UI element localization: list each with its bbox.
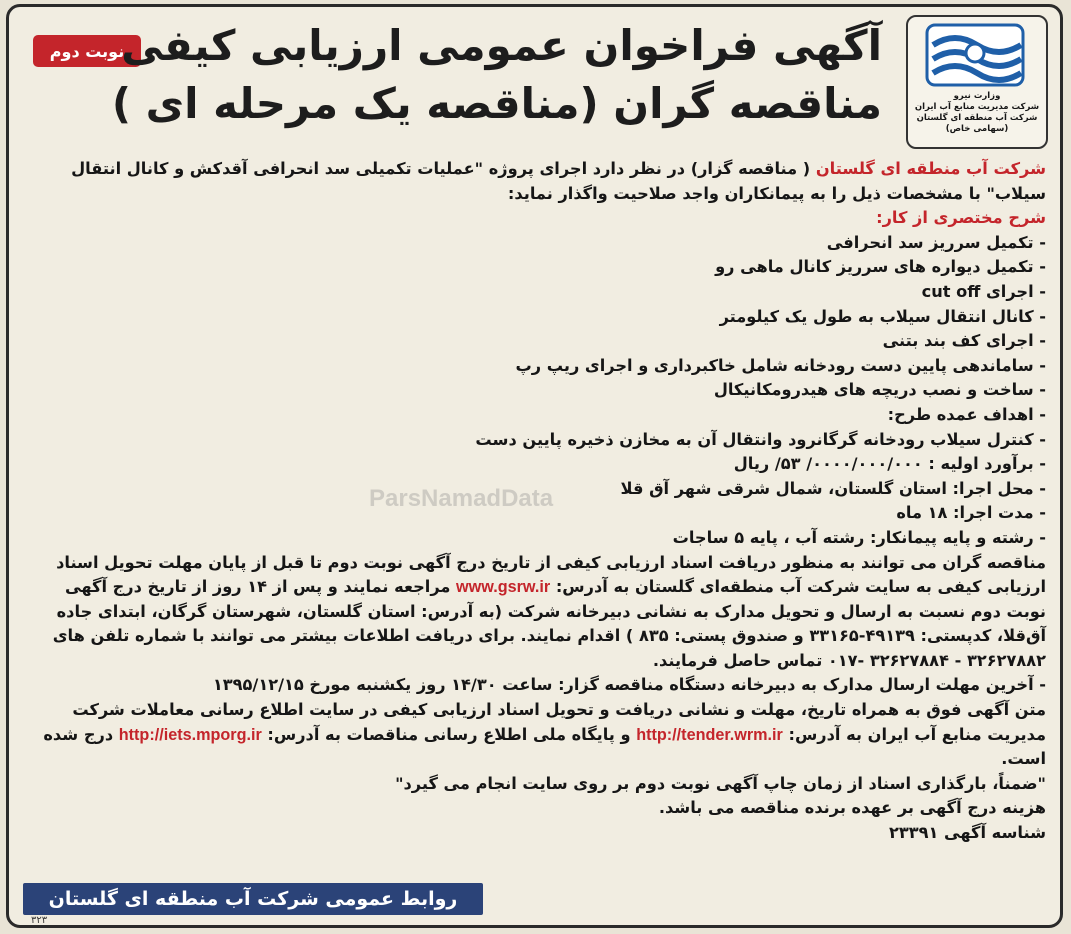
page-number: ۳۲۳ bbox=[31, 915, 48, 926]
documents-paragraph: مناقصه گران می توانند به منظور دریافت اسناد ارزیابی کیفی از تاریخ درج آگهی نوبت دوم تا قبل از پایان مهلت تحویل اسناد ارزیابی کیفی به سایت شرکت آب منطقه‌ای گلستان به آدرس: www.gsrw.ir مراجعه نمایند و پس از ۱۴ روز از تاریخ درج آگهی نوبت دوم نسبت به ارسال و تحویل مدارک به نشانی دبیرخانه شرکت (به آدرس: استان گلستان، شهرستان گرگان، ابتدای جاده آق‌قلا، کدپستی: ۴۹۱۳۹-۳۳۱۶۵ و صندوق پستی: ۸۳۵ ) اقدام نمایند. برای دریافت اطلاعات بیشتر می توانند با شماره تلفن های ۳۲۶۲۷۸۸۲ - ۳۲۶۲۷۸۸۴ -۰۱۷ تماس حاصل فرمایند. bbox=[52, 552, 1046, 670]
tender-link[interactable]: http://tender.wrm.ir bbox=[636, 725, 783, 744]
list-item: - محل اجرا: استان گلستان، شمال شرقی شهر آق قلا bbox=[620, 478, 1046, 498]
list-item: - ساخت و نصب دریچه های هیدرومکانیکال bbox=[713, 380, 1046, 400]
round-badge: نوبت دوم bbox=[33, 35, 141, 67]
company-name: شرکت آب منطقه ای گلستان bbox=[815, 159, 1046, 178]
cost-note: هزینه درج آگهی بر عهده برنده مناقصه می باشد. bbox=[658, 798, 1046, 818]
intro-paragraph: شرکت آب منطقه ای گلستان ( مناقصه گزار) در نظر دارد اجرای پروژه "عملیات تکمیلی سد انحرافی آقدکش و کانال انتقال سیلاب" با مشخصات ذیل را به پیمانکاران واجد صلاحیت واگذار نماید: bbox=[71, 159, 1046, 203]
ad-body bbox=[25, 157, 1046, 846]
ad-id: شناسه آگهی ۲۳۳۹۱ bbox=[888, 823, 1046, 843]
list-item: - تکمیل سرریز سد انحرافی bbox=[826, 232, 1046, 252]
scope-heading: شرح مختصری از کار: bbox=[876, 208, 1046, 228]
iets-link[interactable]: http://iets.mporg.ir bbox=[118, 725, 262, 744]
list-item: - رشته و پایه پیمانکار: رشته آب ، پایه ۵ ساجات bbox=[672, 527, 1046, 547]
title-line-1: آگهی فراخوان عمومی ارزیابی کیفی bbox=[121, 21, 882, 70]
logo-caption: وزارت نیرو شرکت مدیریت منابع آب ایران شرکت آب منطقه ای گلستان (سهامی خاص) bbox=[914, 91, 1040, 134]
gsrw-link[interactable]: www.gsrw.ir bbox=[456, 578, 551, 597]
list-item: - مدت اجرا: ۱۸ ماه bbox=[896, 503, 1046, 523]
list-item: - برآورد اولیه : ۰۰۰۰/۰۰۰/۰۰۰/ ۵۳/ ریال bbox=[733, 454, 1046, 474]
list-item: - تکمیل دیواره های سرریز کانال ماهی رو bbox=[715, 257, 1046, 277]
water-logo-icon bbox=[925, 23, 1025, 89]
scope-list bbox=[25, 231, 1046, 551]
advertisement-page bbox=[6, 4, 1063, 928]
list-item: - اهداف عمده طرح: bbox=[887, 404, 1046, 424]
list-item: - اجرای cut off bbox=[921, 281, 1046, 301]
list-item: - ساماندهی پایین دست رودخانه شامل خاکبرداری و اجرای ریپ رپ bbox=[515, 355, 1046, 375]
deadline: - آخرین مهلت ارسال مدارک به دبیرخانه دستگاه مناقصه گزار: ساعت ۱۴/۳۰ روز یکشنبه مورخ ۱۳۹۵/۱۲/۱۵ bbox=[212, 675, 1046, 695]
list-item: - اجرای کف بند بتنی bbox=[882, 331, 1046, 351]
organization-logo bbox=[906, 15, 1048, 149]
title-line-2: مناقصه گران (مناقصه یک مرحله ای ) bbox=[111, 79, 882, 128]
header bbox=[9, 7, 1060, 153]
watermark: ParsNamadData bbox=[369, 485, 554, 512]
list-item: - کانال انتقال سیلاب به طول یک کیلومتر bbox=[719, 306, 1046, 326]
list-item: - کنترل سیلاب رودخانه گرگانرود وانتقال آن به مخازن ذخیره پایین دست bbox=[475, 429, 1046, 449]
upload-note: "ضمناً، بارگذاری اسناد از زمان چاپ آگهی نوبت دوم بر روی سایت انجام می گیرد" bbox=[395, 773, 1046, 793]
publication-paragraph: متن آگهی فوق به همراه تاریخ، مهلت و نشانی دریافت و تحویل اسناد ارزیابی کیفی در سایت اطلاع رسانی معاملات شرکت مدیریت منابع آب ایران به آدرس: http://tender.wrm.ir و پایگاه ملی اطلاع رسانی مناقصات به آدرس: http://iets.mporg.ir درج شده است. bbox=[43, 700, 1046, 769]
footer-bar: روابط عمومی شرکت آب منطقه ای گلستان bbox=[23, 883, 483, 915]
